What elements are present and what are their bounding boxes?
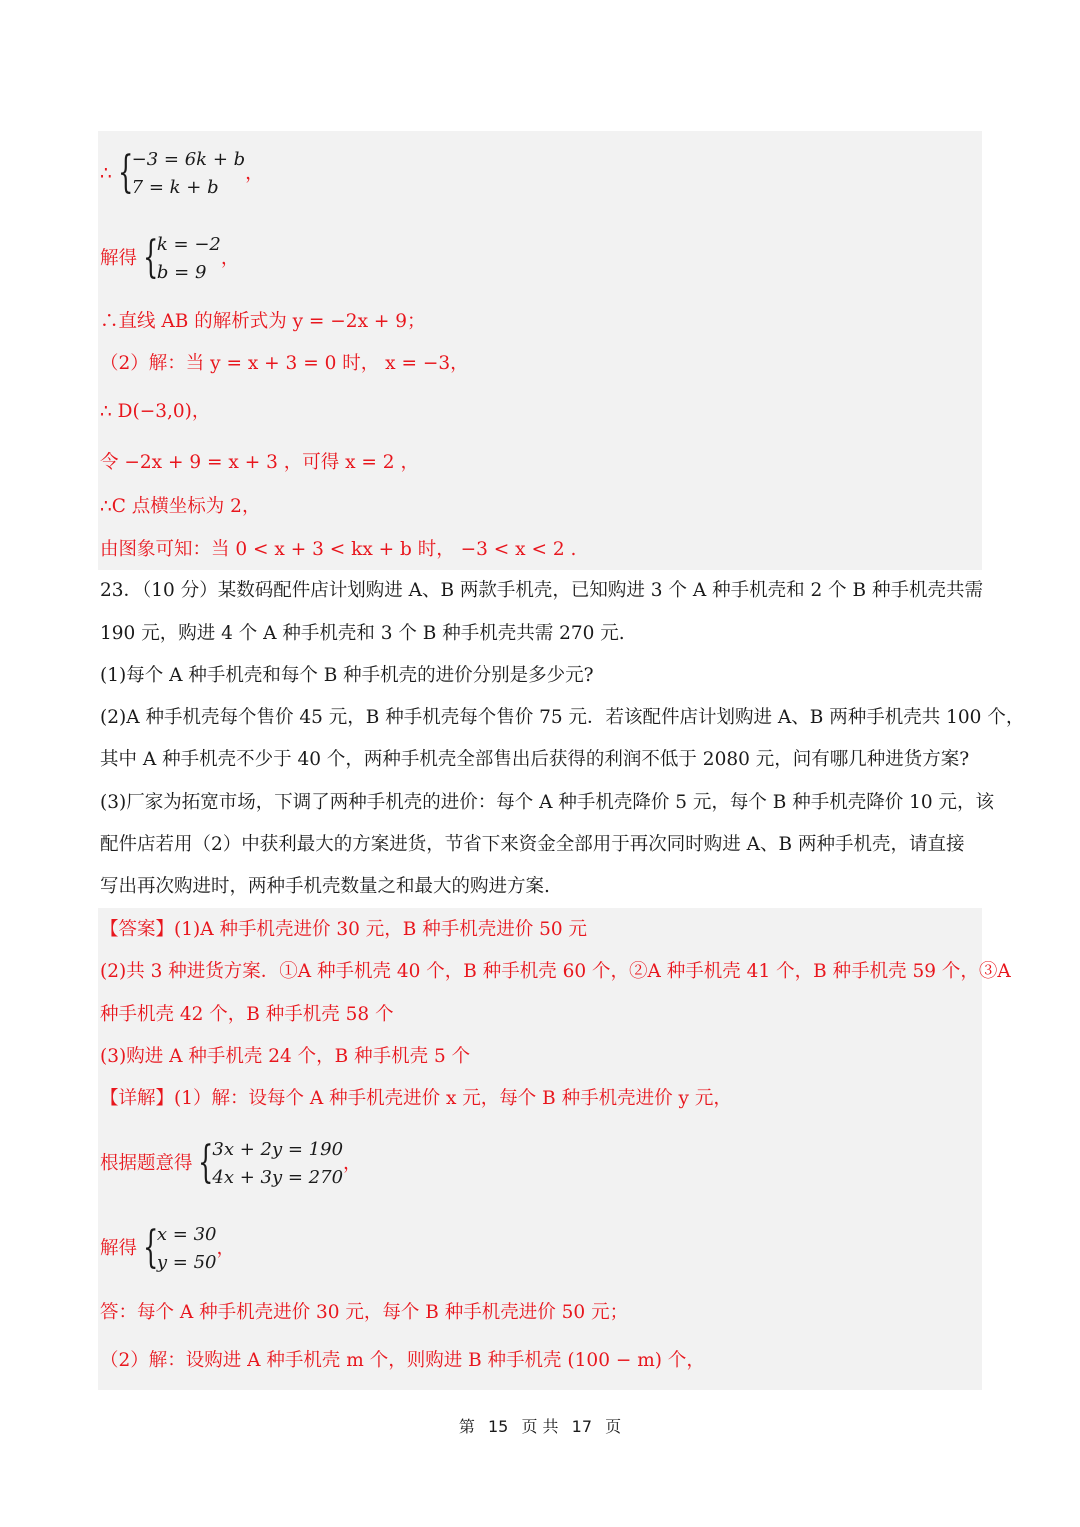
question-23-part1: (1)每个 A 种手机壳和每个 B 种手机壳的进价分别是多少元?	[100, 665, 594, 686]
part2-solution: （2）解：当 y = x + 3 = 0 时， x = −3，	[100, 353, 469, 374]
therefore-symbol: ∴	[100, 163, 112, 184]
page-number: 15	[488, 1417, 509, 1436]
equation-line: x = 30	[156, 1224, 217, 1245]
answer-conclusion: 答：每个 A 种手机壳进价 30 元，每个 B 种手机壳进价 50 元；	[100, 1302, 629, 1323]
question-23-part3-line1: (3)厂家为拓宽市场，下调了两种手机壳的进价：每个 A 种手机壳降价 5 元，每个 B 种手机壳降价 10 元，该	[100, 792, 995, 813]
equation-line: 3x + 2y = 190	[212, 1139, 344, 1160]
part2-setup: （2）解：设购进 A 种手机壳 m 个，则购进 B 种手机壳 (100 − m) 个，	[100, 1350, 705, 1371]
equation-line: 4x + 3y = 270	[212, 1167, 344, 1188]
answer-part1: 【答案】(1)A 种手机壳进价 30 元，B 种手机壳进价 50 元	[100, 919, 588, 940]
equation-system: { 3x + 2y = 190 4x + 3y = 270	[198, 1136, 343, 1192]
equation-system: { −3 = 6k + b 7 = k + b	[118, 146, 245, 202]
equation-line: y = 50	[156, 1252, 217, 1273]
question-23-part2-line1: (2)A 种手机壳每个售价 45 元，B 种手机壳每个售价 75 元．若该配件店计划购进 A、B 两种手机壳共 100 个，	[100, 707, 1025, 728]
equation-line: b = 9	[156, 262, 207, 283]
comma: ，	[216, 1238, 236, 1259]
equation-line: −3 = 6k + b	[131, 149, 246, 170]
c-coordinate: ∴C 点横坐标为 2，	[100, 496, 261, 517]
total-pages: 17	[571, 1417, 592, 1436]
question-23-part3-line2: 配件店若用（2）中获利最大的方案进货，节省下来资金全部用于再次同时购进 A、B 两种手机壳，请直接	[100, 834, 965, 855]
system-equations-4	[100, 1221, 235, 1277]
line-ab-expression: ∴直线 AB 的解析式为 y = −2x + 9；	[100, 311, 426, 332]
equation-line: 7 = k + b	[131, 177, 219, 198]
graph-conclusion: 由图象可知：当 0 < x + 3 < kx + b 时， −3 < x < 2 .	[100, 539, 577, 560]
according-label: 根据题意得	[100, 1153, 193, 1174]
footer-pre: 第	[458, 1417, 475, 1436]
detail-intro: 【详解】(1）解：设每个 A 种手机壳进价 x 元，每个 B 种手机壳进价 y 元，	[100, 1088, 732, 1109]
question-23-part3-line3: 写出再次购进时，两种手机壳数量之和最大的购进方案.	[100, 876, 550, 897]
comma: ，	[220, 248, 240, 269]
question-23-line1: 23．（10 分）某数码配件店计划购进 A、B 两款手机壳，已知购进 3 个 A 种手机壳和 2 个 B 种手机壳共需	[100, 580, 983, 601]
footer-post: 页	[605, 1417, 622, 1436]
answer-part2-line1: (2)共 3 种进货方案．①A 种手机壳 40 个，B 种手机壳 60 个，②A 种手机壳 41 个，B 种手机壳 59 个，③A	[100, 961, 1011, 982]
question-23-part2-line2: 其中 A 种手机壳不少于 40 个，两种手机壳全部售出后获得的利润不低于 2080 元，问有哪几种进货方案?	[100, 749, 970, 770]
point-d: ∴ D(−3,0)，	[100, 401, 211, 422]
solve-label: 解得	[100, 1238, 138, 1259]
page-footer	[0, 1414, 1080, 1437]
equation-line: k = −2	[156, 234, 221, 255]
question-23-line2: 190 元，购进 4 个 A 种手机壳和 3 个 B 种手机壳共需 270 元.	[100, 623, 625, 644]
system-equations-3	[100, 1136, 362, 1192]
system-equations-1	[100, 146, 264, 202]
answer-part3: (3)购进 A 种手机壳 24 个，B 种手机壳 5 个	[100, 1046, 471, 1067]
solve-label: 解得	[100, 248, 138, 269]
equation-system: { x = 30 y = 50	[143, 1221, 217, 1277]
equation-system: { k = −2 b = 9	[143, 231, 221, 287]
answer-part2-line2: 种手机壳 42 个，B 种手机壳 58 个	[100, 1004, 394, 1025]
system-equations-2	[100, 231, 239, 287]
comma: ，	[245, 163, 264, 184]
let-equation: 令 −2x + 9 = x + 3 ，可得 x = 2 ，	[100, 452, 419, 473]
comma: ，	[343, 1153, 362, 1174]
footer-mid: 页 共	[521, 1417, 559, 1436]
